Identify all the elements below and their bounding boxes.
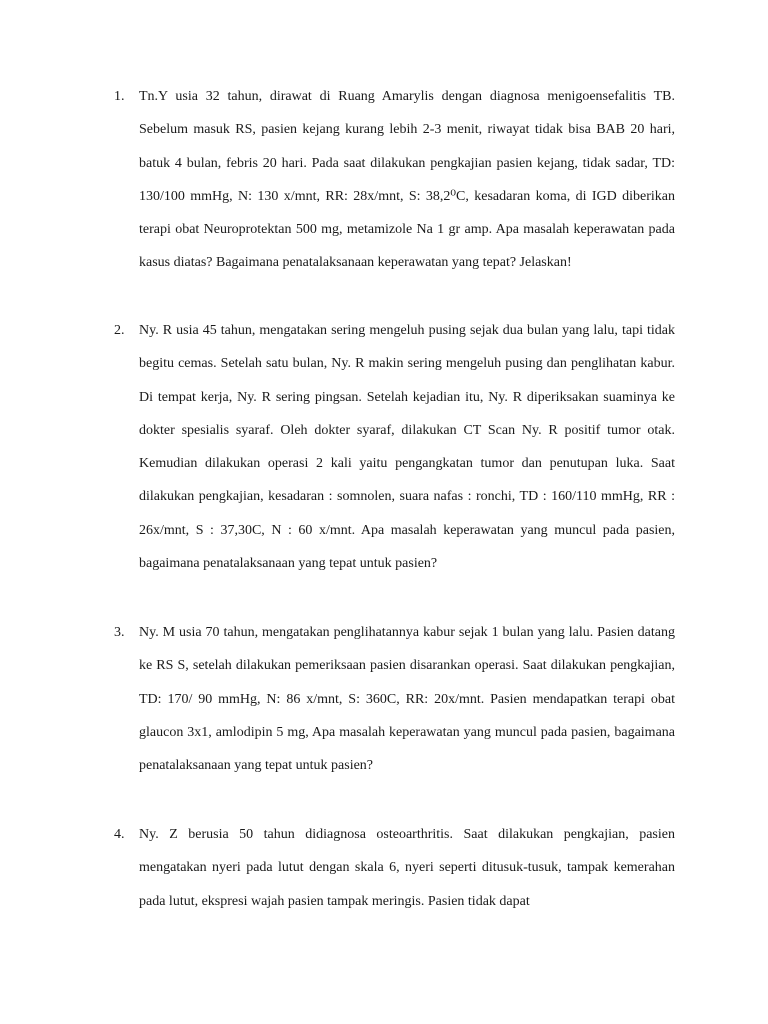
- question-text: Tn.Y usia 32 tahun, dirawat di Ruang Amarylis dengan diagnosa menigoensefalitis TB. Sebelum masuk RS, pasien kejang kurang lebih 2-3 menit, riwayat tidak bisa BAB 20 hari, batuk 4 bulan, febris 20 hari. Pada saat dilakukan pengkajian pasien kejang, tidak sadar, TD: 130/100 mmHg, N: 130 x/mnt, RR: 28x/mnt, S: 38,2⁰C, kesadaran koma, di IGD diberikan terapi obat Neuroprotektan 500 mg, metamizole Na 1 gr amp. Apa masalah keperawatan pada kasus diatas? Bagaimana penatalaksanaan keperawatan yang tepat? Jelaskan!: [139, 89, 675, 271]
- question-text: Ny. M usia 70 tahun, mengatakan penglihatannya kabur sejak 1 bulan yang lalu. Pasien datang ke RS S, setelah dilakukan pemeriksaan pasien disarankan operasi. Saat dilakukan pengkajian, TD: 170/ 90 mmHg, N: 86 x/mnt, S: 360C, RR: 20x/mnt. Pasien mendapatkan terapi obat glaucon 3x1, amlodipin 5 mg, Apa masalah keperawatan yang muncul pada pasien, bagaimana penatalaksanaan yang tepat untuk pasien?: [139, 625, 675, 774]
- question-text: Ny. R usia 45 tahun, mengatakan sering mengeluh pusing sejak dua bulan yang lalu, tapi tidak begitu cemas. Setelah satu bulan, Ny. R makin sering mengeluh pusing dan penglihatan kabur. Di tempat kerja, Ny. R sering pingsan. Setelah kejadian itu, Ny. R diperiksakan suaminya ke dokter spesialis syaraf. Oleh dokter syaraf, dilakukan CT Scan Ny. R positif tumor otak. Kemudian dilakukan operasi 2 kali yaitu pengangkatan tumor dan penutupan luka. Saat dilakukan pengkajian, kesadaran : somnolen, suara nafas : ronchi, TD : 160/110 mmHg, RR : 26x/mnt, S : 37,30C, N : 60 x/mnt. Apa masalah keperawatan yang muncul pada pasien, bagaimana penatalaksanaan yang tepat untuk pasien?: [139, 323, 675, 572]
- question-text: Ny. Z berusia 50 tahun didiagnosa osteoarthritis. Saat dilakukan pengkajian, pasien mengatakan nyeri pada lutut dengan skala 6, nyeri seperti ditusuk-tusuk, tampak kemerahan pada lutut, ekspresi wajah pasien tampak meringis. Pasien tidak dapat: [139, 827, 675, 909]
- question-number: 4.: [114, 827, 125, 842]
- question-number: 2.: [114, 323, 125, 338]
- question-number: 1.: [114, 89, 125, 104]
- question-number: 3.: [114, 625, 125, 640]
